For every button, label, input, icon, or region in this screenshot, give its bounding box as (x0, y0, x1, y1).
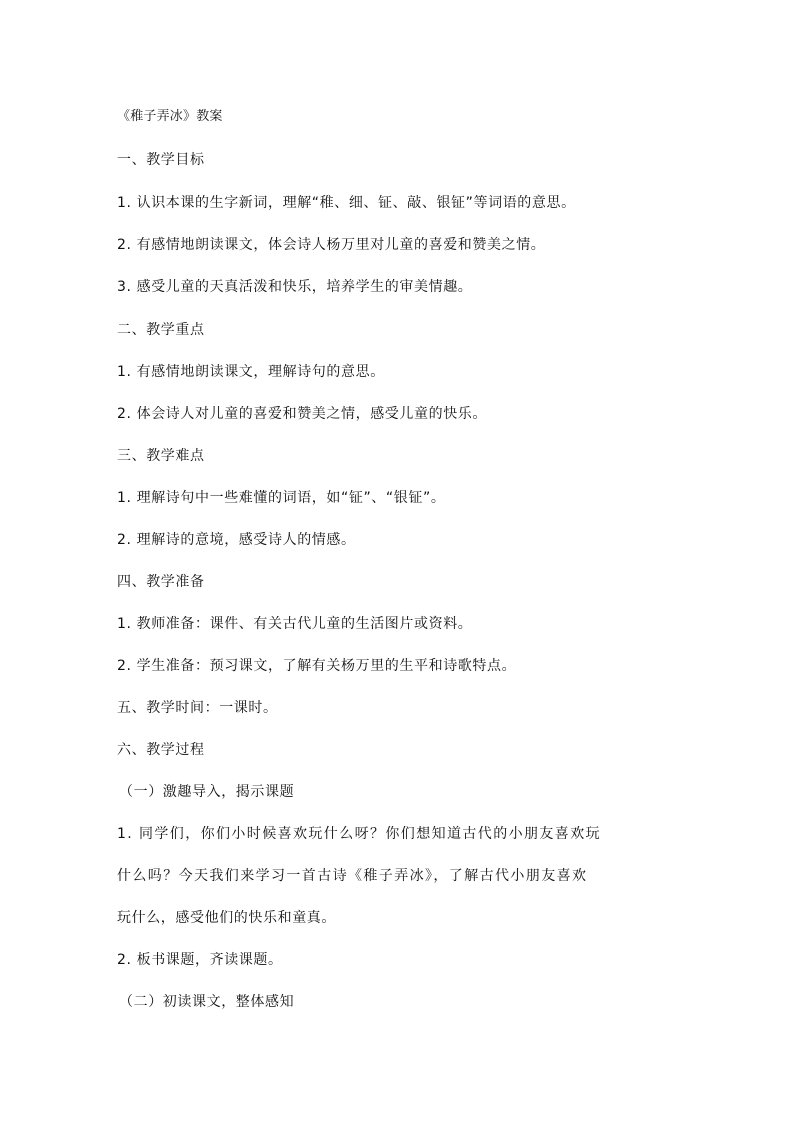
section-heading-key-points: 二、教学重点 (117, 322, 205, 338)
section-heading-preparation: 四、教学准备 (117, 574, 205, 590)
difficulty-item-1: 1. 理解诗句中一些难懂的词语，如“钲”、“银钲”。 (117, 490, 446, 506)
process-step-2-heading: （二）初读课文，整体感知 (119, 994, 295, 1010)
key-point-item-1: 1. 有感情地朗读课文，理解诗句的意思。 (117, 364, 385, 380)
section-heading-time: 五、教学时间：一课时。 (117, 700, 278, 716)
process-step-1-item-2: 2. 板书课题，齐读课题。 (117, 952, 283, 968)
difficulty-item-2: 2. 理解诗的意境，感受诗人的情感。 (117, 532, 356, 548)
goal-item-3: 3. 感受儿童的天真活泼和快乐，培养学生的审美情趣。 (117, 279, 473, 295)
preparation-item-1: 1. 教师准备：课件、有关古代儿童的生活图片或资料。 (117, 616, 473, 632)
process-step-1-para-line-2: 什么吗？今天我们来学习一首古诗《稚子弄冰》，了解古代小朋友喜欢 (117, 868, 588, 884)
section-heading-difficulties: 三、教学难点 (117, 448, 205, 464)
process-step-1-para-line-3: 玩什么，感受他们的快乐和童真。 (117, 910, 336, 926)
section-heading-goals: 一、教学目标 (117, 152, 205, 168)
section-heading-process: 六、教学过程 (117, 742, 205, 758)
goal-item-1: 1. 认识本课的生字新词，理解“稚、细、钲、敲、银钲”等词语的意思。 (117, 195, 576, 211)
goal-item-2: 2. 有感情地朗读课文，体会诗人杨万里对儿童的喜爱和赞美之情。 (117, 237, 546, 253)
preparation-item-2: 2. 学生准备：预习课文，了解有关杨万里的生平和诗歌特点。 (117, 658, 517, 674)
process-step-1-heading: （一）激趣导入，揭示课题 (119, 784, 295, 800)
key-point-item-2: 2. 体会诗人对儿童的喜爱和赞美之情，感受儿童的快乐。 (117, 406, 488, 422)
document-title: 《稚子弄冰》教案 (117, 109, 223, 124)
process-step-1-para-line-1: 1. 同学们，你们小时候喜欢玩什么呀？你们想知道古代的小朋友喜欢玩 (117, 826, 602, 842)
